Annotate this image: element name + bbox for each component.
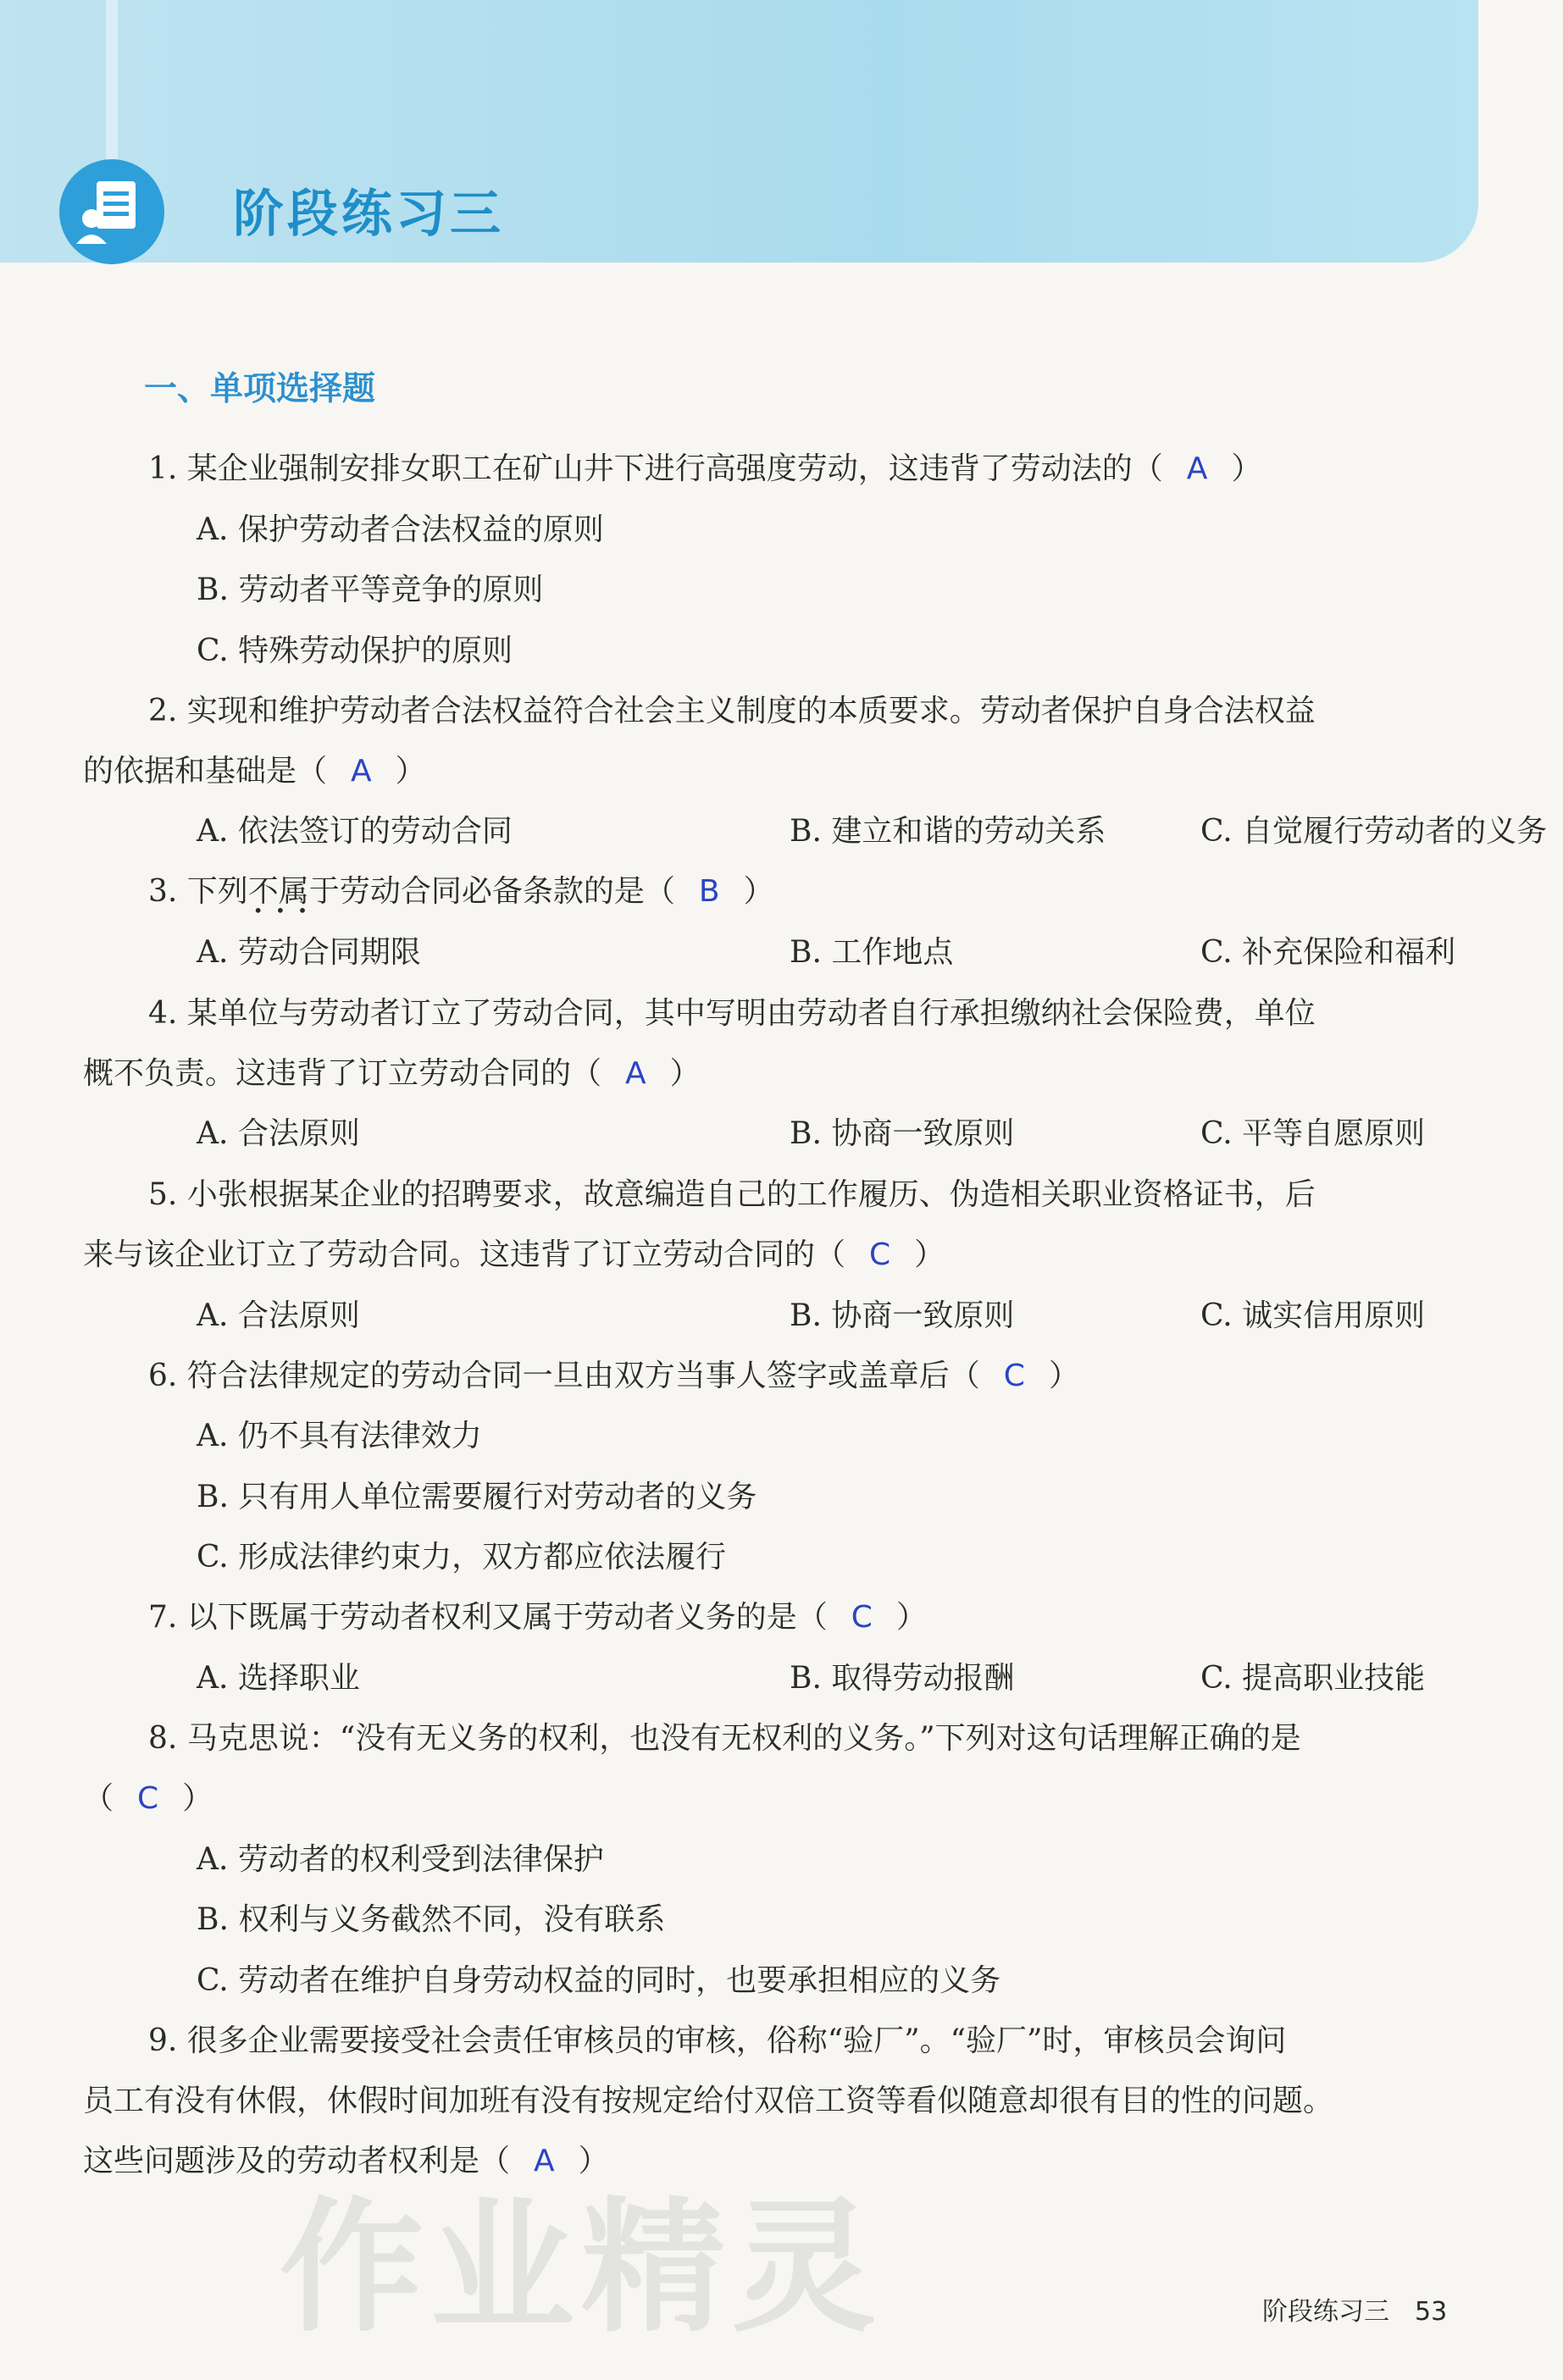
question-6-option-a: A. 仍不具有法律效力 bbox=[197, 1419, 482, 1453]
question-5-answer: C bbox=[869, 1237, 891, 1272]
question-2-stem-line-2: 的依据和基础是（ A ） bbox=[83, 754, 426, 789]
question-2-answer: A bbox=[351, 754, 372, 789]
question-8-option-a: A. 劳动者的权利受到法律保护 bbox=[197, 1842, 604, 1877]
question-9-stem-line-3: 这些问题涉及的劳动者权利是（ A ） bbox=[83, 2144, 609, 2178]
question-7-option-a: A. 选择职业 bbox=[197, 1661, 360, 1696]
question-8-answer: C bbox=[137, 1781, 159, 1816]
watermark: 作业精灵 bbox=[280, 2184, 884, 2352]
question-9-answer: A bbox=[534, 2144, 555, 2178]
header-banner bbox=[0, 0, 1478, 263]
question-5-options bbox=[197, 1296, 1518, 1337]
question-5-option-a: A. 合法原则 bbox=[197, 1298, 360, 1333]
question-8-option-c: C. 劳动者在维护自身劳动权益的同时，也要承担相应的义务 bbox=[197, 1963, 1001, 1998]
emphasis-dots: 不属于 • • • bbox=[248, 872, 340, 912]
question-4-options bbox=[197, 1114, 1518, 1154]
study-list-icon bbox=[59, 159, 164, 264]
question-2-option-c: C. 自觉履行劳动者的义务 bbox=[1200, 814, 1548, 849]
question-5-stem-line-2: 来与该企业订立了劳动合同。这违背了订立劳动合同的（ C ） bbox=[83, 1237, 945, 1272]
question-7-option-c: C. 提高职业技能 bbox=[1200, 1661, 1426, 1696]
question-6-option-b: B. 只有用人单位需要履行对劳动者的义务 bbox=[197, 1480, 757, 1514]
question-3-answer: B bbox=[698, 874, 720, 909]
question-7-answer: C bbox=[851, 1600, 873, 1635]
question-4-stem-line-1: 4. 某单位与劳动者订立了劳动合同，其中写明由劳动者自行承担缴纳社会保险费，单位 bbox=[148, 996, 1316, 1031]
question-6-answer: C bbox=[1003, 1359, 1025, 1393]
question-9-stem-line-1: 9. 很多企业需要接受社会责任审核员的审核，俗称“验厂”。“验厂”时，审核员会询问 bbox=[148, 2023, 1287, 2058]
question-4-stem-line-2: 概不负责。这违背了订立劳动合同的（ A ） bbox=[83, 1056, 701, 1091]
question-2-option-b: B. 建立和谐的劳动关系 bbox=[790, 814, 1106, 849]
page-title: 阶段练习三 bbox=[233, 185, 504, 244]
page-number: 53 bbox=[1415, 2297, 1448, 2327]
question-1-option-b: B. 劳动者平等竞争的原则 bbox=[197, 573, 544, 607]
page-footer bbox=[1262, 2290, 1447, 2327]
question-5-stem-line-1: 5. 小张根据某企业的招聘要求，故意编造自己的工作履历、伪造相关职业资格证书，后 bbox=[148, 1177, 1316, 1212]
question-6-stem: 6. 符合法律规定的劳动合同一旦由双方当事人签字或盖章后（ C ） bbox=[148, 1359, 1079, 1393]
question-3-stem: 3. 下列不属于 • • •劳动合同必备条款的是（ B ） bbox=[148, 872, 774, 912]
question-2-options bbox=[197, 811, 1548, 852]
footer-label: 阶段练习三 bbox=[1262, 2297, 1389, 2327]
question-3-option-b: B. 工作地点 bbox=[790, 935, 954, 970]
question-2-stem-line-1: 2. 实现和维护劳动者合法权益符合社会主义制度的本质要求。劳动者保护自身合法权益 bbox=[148, 694, 1316, 728]
question-3-option-a: A. 劳动合同期限 bbox=[197, 935, 421, 970]
question-5-option-c: C. 诚实信用原则 bbox=[1200, 1298, 1426, 1333]
question-5-option-b: B. 协商一致原则 bbox=[790, 1298, 1015, 1333]
question-1-option-a: A. 保护劳动者合法权益的原则 bbox=[197, 512, 604, 547]
question-8-option-b: B. 权利与义务截然不同，没有联系 bbox=[197, 1902, 666, 1937]
question-7-stem: 7. 以下既属于劳动者权利又属于劳动者义务的是（ C ） bbox=[148, 1600, 927, 1635]
section-title: 一、单项选择题 bbox=[144, 370, 376, 408]
question-2-option-a: A. 依法签订的劳动合同 bbox=[197, 814, 513, 849]
question-7-option-b: B. 取得劳动报酬 bbox=[790, 1661, 1015, 1696]
question-1-stem: 1. 某企业强制安排女职工在矿山井下进行高强度劳动，这违背了劳动法的（ A ） bbox=[148, 451, 1262, 486]
question-4-answer: A bbox=[625, 1056, 646, 1091]
question-9-stem-line-2: 员工有没有休假，休假时间加班有没有按规定给付双倍工资等看似随意却很有目的性的问题。 bbox=[83, 2084, 1334, 2118]
question-3-options bbox=[197, 933, 1518, 973]
question-1-option-c: C. 特殊劳动保护的原则 bbox=[197, 634, 513, 668]
question-8-stem-line-1: 8. 马克思说：“没有无义务的权利，也没有无权利的义务。”下列对这句话理解正确的是 bbox=[148, 1721, 1301, 1756]
question-4-option-c: C. 平等自愿原则 bbox=[1200, 1116, 1426, 1151]
question-4-option-b: B. 协商一致原则 bbox=[790, 1116, 1015, 1151]
question-7-options bbox=[197, 1658, 1518, 1699]
question-4-option-a: A. 合法原则 bbox=[197, 1116, 360, 1151]
question-6-option-c: C. 形成法律约束力，双方都应依法履行 bbox=[197, 1540, 727, 1575]
question-1-answer: A bbox=[1186, 451, 1208, 486]
question-8-stem-line-2: （ C ） bbox=[83, 1781, 213, 1816]
question-3-option-c: C. 补充保险和福利 bbox=[1200, 935, 1456, 970]
